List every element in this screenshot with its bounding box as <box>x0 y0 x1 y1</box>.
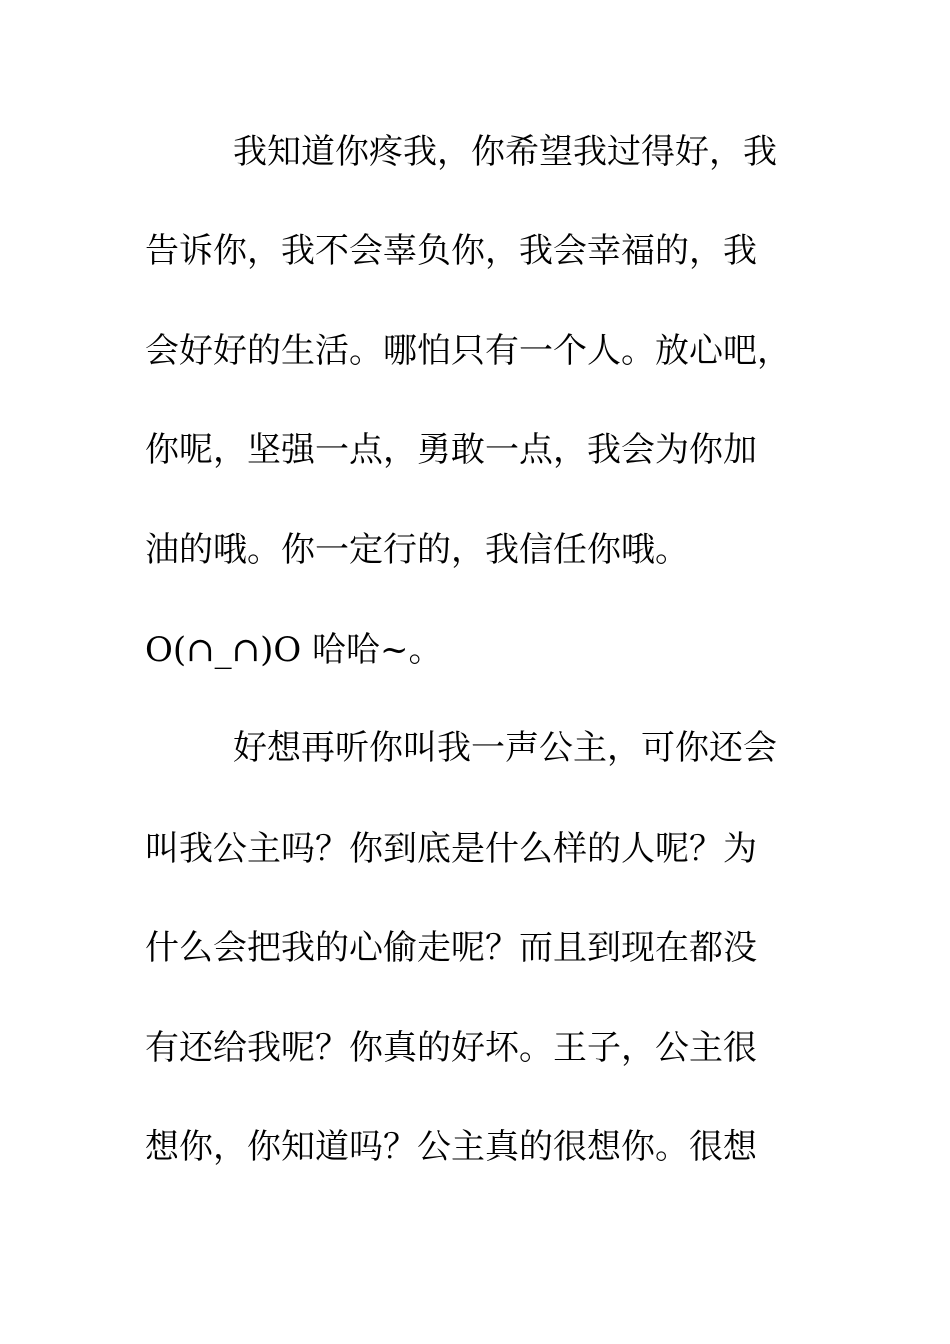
text-line: 油的哦。你一定行的，我信任你哦。 <box>145 530 689 570</box>
text-line: 会好好的生活。哪怕只有一个人。放心吧， <box>145 331 791 371</box>
text-line: 想你，你知道吗？公主真的很想你。很想 <box>145 1127 757 1167</box>
text-line: 叫我公主吗？你到底是什么样的人呢？为 <box>145 829 757 869</box>
text-line: 你呢，坚强一点，勇敢一点，我会为你加 <box>145 430 757 470</box>
text-line: O(∩_∩)O 哈哈~。 <box>145 630 443 670</box>
text-line: 什么会把我的心偷走呢？而且到现在都没 <box>145 928 757 968</box>
text-line: 告诉你，我不会辜负你，我会幸福的，我 <box>145 231 757 271</box>
text-line: 我知道你疼我，你希望我过得好，我 <box>233 132 777 172</box>
text-line: 好想再听你叫我一声公主，可你还会 <box>233 728 777 768</box>
text-line: 有还给我呢？你真的好坏。王子，公主很 <box>145 1028 757 1068</box>
